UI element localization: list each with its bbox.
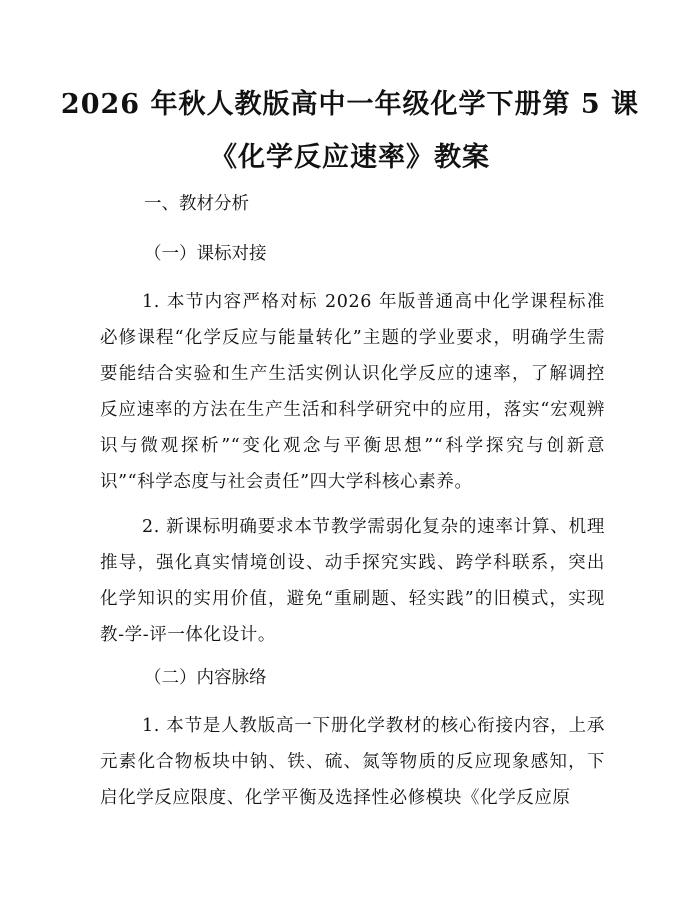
document-title-line-1: 2026 年秋人教版高中一年级化学下册第 5 课 xyxy=(60,89,640,120)
document-title-line-2: 《化学反应速率》教案 xyxy=(210,142,490,173)
paragraph-curriculum-1: 1. 本节内容严格对标 2026 年版普通高中化学课程标准必修课程“化学反应与能量转化”主题的学业要求，明确学生需要能结合实验和生产生活实例认识化学反应的速率，了解调控反应速率的方法在生产生活和科学研究中的应用，落实“宏观辨识与微观探析”“变化观念与平衡思想”“科学探究与创新意识”“科学态度与社会责任”四大学科核心素养。 xyxy=(100,292,605,492)
subsection-heading-curriculum-alignment: （一）课标对接 xyxy=(144,244,267,264)
paragraph-content-1: 1. 本节是人教版高一下册化学教材的核心衔接内容，上承元素化合物板块中钠、铁、硫、氮等物质的反应现象感知，下启化学反应限度、化学平衡及选择性必修模块《化学反应原 xyxy=(100,716,605,808)
subsection-heading-content-context: （二）内容脉络 xyxy=(144,668,267,688)
section-heading-textbook-analysis: 一、教材分析 xyxy=(144,194,249,214)
paragraph-curriculum-2: 2. 新课标明确要求本节教学需弱化复杂的速率计算、机理推导，强化真实情境创设、动手探究实践、跨学科联系，突出化学知识的实用价值，避免“重刷题、轻实践”的旧模式，实现教-学-评一体化设计。 xyxy=(100,517,605,645)
